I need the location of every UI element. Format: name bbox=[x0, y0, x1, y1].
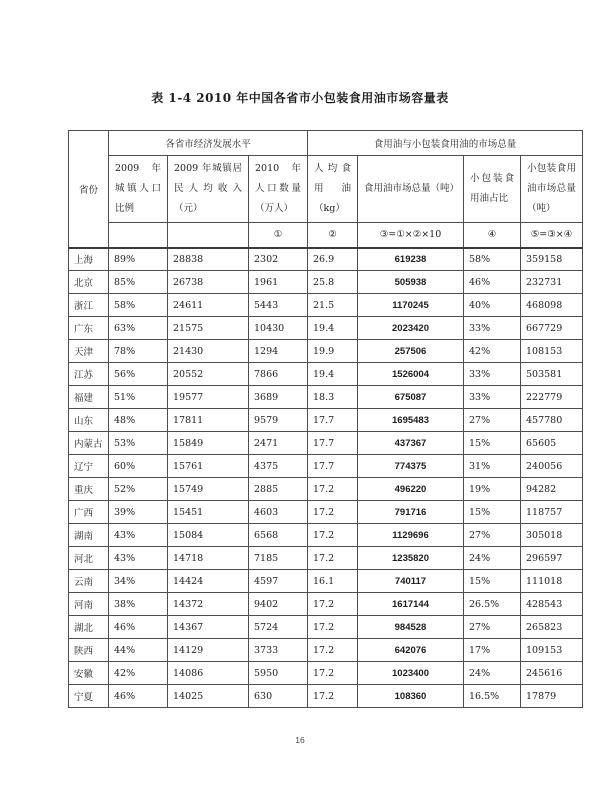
value-cell: 17.2 bbox=[308, 593, 358, 616]
value-cell: 78% bbox=[109, 340, 168, 363]
value-cell: 51% bbox=[109, 386, 168, 409]
value-cell: 118757 bbox=[521, 501, 583, 524]
header-group-row bbox=[69, 131, 583, 156]
formula-cell-2: ② bbox=[308, 223, 358, 248]
value-cell: 1235820 bbox=[358, 547, 464, 570]
value-cell: 17.2 bbox=[308, 547, 358, 570]
value-cell: 19.9 bbox=[308, 340, 358, 363]
table-row bbox=[69, 639, 583, 662]
header-formula-row bbox=[69, 223, 583, 248]
col-header-per-capita-oil: 人均食用油（kg） bbox=[308, 156, 358, 223]
formula-cell-empty-1 bbox=[109, 223, 168, 248]
value-cell: 15084 bbox=[168, 524, 249, 547]
value-cell: 5950 bbox=[249, 662, 308, 685]
value-cell: 457780 bbox=[521, 409, 583, 432]
province-cell: 广东 bbox=[69, 317, 109, 340]
value-cell: 108153 bbox=[521, 340, 583, 363]
value-cell: 245616 bbox=[521, 662, 583, 685]
value-cell: 2471 bbox=[249, 432, 308, 455]
province-cell: 福建 bbox=[69, 386, 109, 409]
table-row bbox=[69, 570, 583, 593]
province-cell: 辽宁 bbox=[69, 455, 109, 478]
value-cell: 60% bbox=[109, 455, 168, 478]
value-cell: 48% bbox=[109, 409, 168, 432]
value-cell: 56% bbox=[109, 363, 168, 386]
col-header-population-2010: 2010 年人口数量（万人） bbox=[249, 156, 308, 223]
value-cell: 16.1 bbox=[308, 570, 358, 593]
province-cell: 上海 bbox=[69, 248, 109, 271]
province-cell: 江苏 bbox=[69, 363, 109, 386]
value-cell: 33% bbox=[464, 386, 521, 409]
value-cell: 17.2 bbox=[308, 478, 358, 501]
value-cell: 240056 bbox=[521, 455, 583, 478]
value-cell: 15451 bbox=[168, 501, 249, 524]
value-cell: 31% bbox=[464, 455, 521, 478]
value-cell: 26738 bbox=[168, 271, 249, 294]
value-cell: 740117 bbox=[358, 570, 464, 593]
value-cell: 17.2 bbox=[308, 639, 358, 662]
value-cell: 642076 bbox=[358, 639, 464, 662]
value-cell: 58% bbox=[109, 294, 168, 317]
value-cell: 42% bbox=[464, 340, 521, 363]
value-cell: 33% bbox=[464, 363, 521, 386]
header-columns-row bbox=[69, 156, 583, 223]
value-cell: 1129696 bbox=[358, 524, 464, 547]
value-cell: 27% bbox=[464, 409, 521, 432]
formula-cell-5: ⑤=③×④ bbox=[521, 223, 583, 248]
value-cell: 15% bbox=[464, 432, 521, 455]
value-cell: 17879 bbox=[521, 685, 583, 708]
table-row bbox=[69, 271, 583, 294]
value-cell: 6568 bbox=[249, 524, 308, 547]
value-cell: 15% bbox=[464, 501, 521, 524]
value-cell: 1294 bbox=[249, 340, 308, 363]
value-cell: 39% bbox=[109, 501, 168, 524]
value-cell: 9402 bbox=[249, 593, 308, 616]
group-header-market-total: 食用油与小包装食用油的市场总量 bbox=[308, 131, 583, 156]
value-cell: 89% bbox=[109, 248, 168, 271]
value-cell: 14367 bbox=[168, 616, 249, 639]
value-cell: 43% bbox=[109, 547, 168, 570]
value-cell: 1023400 bbox=[358, 662, 464, 685]
value-cell: 52% bbox=[109, 478, 168, 501]
table-row bbox=[69, 478, 583, 501]
value-cell: 17.2 bbox=[308, 524, 358, 547]
province-cell: 河北 bbox=[69, 547, 109, 570]
table-row bbox=[69, 455, 583, 478]
value-cell: 15749 bbox=[168, 478, 249, 501]
value-cell: 296597 bbox=[521, 547, 583, 570]
value-cell: 630 bbox=[249, 685, 308, 708]
table-row bbox=[69, 685, 583, 708]
value-cell: 109153 bbox=[521, 639, 583, 662]
province-cell: 广西 bbox=[69, 501, 109, 524]
value-cell: 42% bbox=[109, 662, 168, 685]
value-cell: 222779 bbox=[521, 386, 583, 409]
value-cell: 984528 bbox=[358, 616, 464, 639]
value-cell: 27% bbox=[464, 524, 521, 547]
value-cell: 1695483 bbox=[358, 409, 464, 432]
value-cell: 2023420 bbox=[358, 317, 464, 340]
value-cell: 14372 bbox=[168, 593, 249, 616]
value-cell: 19577 bbox=[168, 386, 249, 409]
value-cell: 108360 bbox=[358, 685, 464, 708]
value-cell: 774375 bbox=[358, 455, 464, 478]
value-cell: 26.5% bbox=[464, 593, 521, 616]
value-cell: 46% bbox=[464, 271, 521, 294]
value-cell: 496220 bbox=[358, 478, 464, 501]
value-cell: 5443 bbox=[249, 294, 308, 317]
value-cell: 791716 bbox=[358, 501, 464, 524]
group-header-economic-level: 各省市经济发展水平 bbox=[109, 131, 308, 156]
value-cell: 17% bbox=[464, 639, 521, 662]
value-cell: 85% bbox=[109, 271, 168, 294]
value-cell: 24% bbox=[464, 547, 521, 570]
table-row bbox=[69, 524, 583, 547]
table-row bbox=[69, 409, 583, 432]
value-cell: 15849 bbox=[168, 432, 249, 455]
value-cell: 43% bbox=[109, 524, 168, 547]
col-header-packaged-oil-total: 小包装食用油市场总量（吨） bbox=[521, 156, 583, 223]
table-row bbox=[69, 501, 583, 524]
value-cell: 4603 bbox=[249, 501, 308, 524]
province-cell: 河南 bbox=[69, 593, 109, 616]
value-cell: 53% bbox=[109, 432, 168, 455]
table-row bbox=[69, 386, 583, 409]
value-cell: 17.2 bbox=[308, 616, 358, 639]
page-number: 16 bbox=[295, 735, 305, 745]
col-header-urban-population-ratio: 2009 年城镇人口比例 bbox=[109, 156, 168, 223]
value-cell: 4375 bbox=[249, 455, 308, 478]
col-header-per-capita-income: 2009 年城镇居民人均收入（元） bbox=[168, 156, 249, 223]
province-cell: 浙江 bbox=[69, 294, 109, 317]
value-cell: 4597 bbox=[249, 570, 308, 593]
value-cell: 503581 bbox=[521, 363, 583, 386]
table-row bbox=[69, 547, 583, 570]
value-cell: 619238 bbox=[358, 248, 464, 271]
value-cell: 17.7 bbox=[308, 409, 358, 432]
value-cell: 111018 bbox=[521, 570, 583, 593]
formula-cell-empty-2 bbox=[168, 223, 249, 248]
table-body bbox=[69, 248, 583, 708]
value-cell: 505938 bbox=[358, 271, 464, 294]
province-cell: 北京 bbox=[69, 271, 109, 294]
value-cell: 14086 bbox=[168, 662, 249, 685]
value-cell: 63% bbox=[109, 317, 168, 340]
table-row bbox=[69, 294, 583, 317]
value-cell: 7866 bbox=[249, 363, 308, 386]
value-cell: 2885 bbox=[249, 478, 308, 501]
value-cell: 428543 bbox=[521, 593, 583, 616]
value-cell: 265823 bbox=[521, 616, 583, 639]
value-cell: 94282 bbox=[521, 478, 583, 501]
value-cell: 232731 bbox=[521, 271, 583, 294]
value-cell: 19.4 bbox=[308, 363, 358, 386]
value-cell: 46% bbox=[109, 616, 168, 639]
value-cell: 17.7 bbox=[308, 455, 358, 478]
value-cell: 359158 bbox=[521, 248, 583, 271]
value-cell: 21430 bbox=[168, 340, 249, 363]
value-cell: 26.9 bbox=[308, 248, 358, 271]
value-cell: 18.3 bbox=[308, 386, 358, 409]
province-cell: 湖南 bbox=[69, 524, 109, 547]
province-cell: 内蒙古 bbox=[69, 432, 109, 455]
value-cell: 19.4 bbox=[308, 317, 358, 340]
value-cell: 437367 bbox=[358, 432, 464, 455]
value-cell: 46% bbox=[109, 685, 168, 708]
value-cell: 20552 bbox=[168, 363, 249, 386]
value-cell: 1961 bbox=[249, 271, 308, 294]
value-cell: 34% bbox=[109, 570, 168, 593]
value-cell: 21575 bbox=[168, 317, 249, 340]
province-cell: 重庆 bbox=[69, 478, 109, 501]
value-cell: 305018 bbox=[521, 524, 583, 547]
value-cell: 3689 bbox=[249, 386, 308, 409]
value-cell: 1170245 bbox=[358, 294, 464, 317]
table-row bbox=[69, 248, 583, 271]
value-cell: 15% bbox=[464, 570, 521, 593]
value-cell: 17811 bbox=[168, 409, 249, 432]
value-cell: 16.5% bbox=[464, 685, 521, 708]
table-row bbox=[69, 616, 583, 639]
value-cell: 675087 bbox=[358, 386, 464, 409]
province-cell: 天津 bbox=[69, 340, 109, 363]
province-cell: 陕西 bbox=[69, 639, 109, 662]
value-cell: 25.8 bbox=[308, 271, 358, 294]
value-cell: 17.2 bbox=[308, 501, 358, 524]
province-cell: 云南 bbox=[69, 570, 109, 593]
value-cell: 14129 bbox=[168, 639, 249, 662]
value-cell: 9579 bbox=[249, 409, 308, 432]
table-row bbox=[69, 662, 583, 685]
value-cell: 14424 bbox=[168, 570, 249, 593]
value-cell: 44% bbox=[109, 639, 168, 662]
formula-cell-1: ① bbox=[249, 223, 308, 248]
value-cell: 7185 bbox=[249, 547, 308, 570]
formula-cell-4: ④ bbox=[464, 223, 521, 248]
table-header bbox=[69, 131, 583, 248]
value-cell: 24611 bbox=[168, 294, 249, 317]
province-cell: 湖北 bbox=[69, 616, 109, 639]
value-cell: 17.2 bbox=[308, 685, 358, 708]
value-cell: 17.7 bbox=[308, 432, 358, 455]
value-cell: 1617144 bbox=[358, 593, 464, 616]
value-cell: 2302 bbox=[249, 248, 308, 271]
value-cell: 38% bbox=[109, 593, 168, 616]
value-cell: 28838 bbox=[168, 248, 249, 271]
table-row bbox=[69, 340, 583, 363]
col-header-oil-market-total: 食用油市场总量（吨） bbox=[358, 156, 464, 223]
table-title: 表 1-4 2010 年中国各省市小包装食用油市场容量表 bbox=[151, 91, 449, 105]
value-cell: 15761 bbox=[168, 455, 249, 478]
market-capacity-table bbox=[68, 130, 583, 708]
value-cell: 24% bbox=[464, 662, 521, 685]
value-cell: 27% bbox=[464, 616, 521, 639]
value-cell: 468098 bbox=[521, 294, 583, 317]
value-cell: 33% bbox=[464, 317, 521, 340]
value-cell: 58% bbox=[464, 248, 521, 271]
table-row bbox=[69, 363, 583, 386]
province-cell: 安徽 bbox=[69, 662, 109, 685]
value-cell: 14718 bbox=[168, 547, 249, 570]
province-cell: 山东 bbox=[69, 409, 109, 432]
province-cell: 宁夏 bbox=[69, 685, 109, 708]
table-row bbox=[69, 317, 583, 340]
value-cell: 257506 bbox=[358, 340, 464, 363]
col-header-packaged-oil-share: 小包装食用油占比 bbox=[464, 156, 521, 223]
value-cell: 3733 bbox=[249, 639, 308, 662]
value-cell: 1526004 bbox=[358, 363, 464, 386]
col-header-province: 省份 bbox=[69, 131, 109, 248]
value-cell: 19% bbox=[464, 478, 521, 501]
value-cell: 10430 bbox=[249, 317, 308, 340]
value-cell: 667729 bbox=[521, 317, 583, 340]
table-row bbox=[69, 593, 583, 616]
value-cell: 5724 bbox=[249, 616, 308, 639]
formula-cell-3: ③=①×②×10 bbox=[358, 223, 464, 248]
value-cell: 14025 bbox=[168, 685, 249, 708]
value-cell: 65605 bbox=[521, 432, 583, 455]
table-row bbox=[69, 432, 583, 455]
value-cell: 17.2 bbox=[308, 662, 358, 685]
value-cell: 40% bbox=[464, 294, 521, 317]
value-cell: 21.5 bbox=[308, 294, 358, 317]
